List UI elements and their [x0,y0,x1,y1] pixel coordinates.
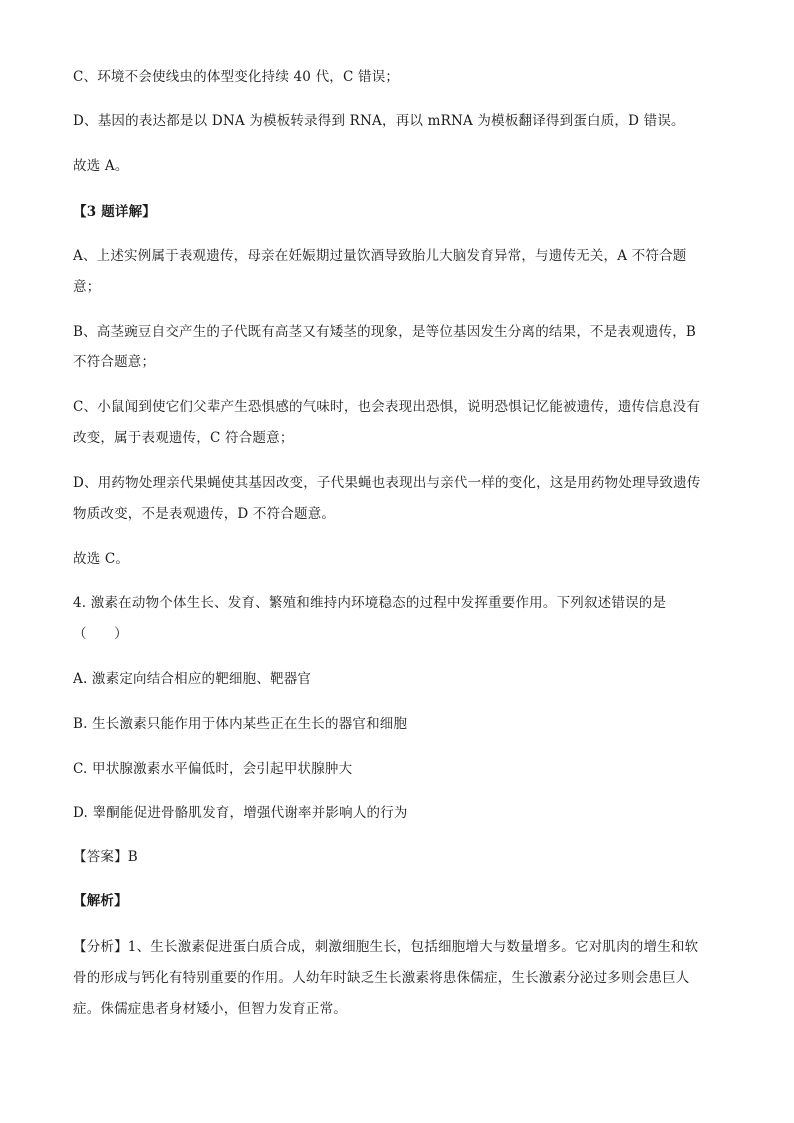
text-line: 骨的形成与钙化有特别重要的作用。人幼年时缺乏生长激素将患侏儒症，生长激素分泌过多则会患巨人 [73,970,690,986]
answer-line: 【答案】B [73,849,138,865]
text-line: 改变，属于表观遗传，C 符合题意； [73,430,294,446]
text-line: A、上述实例属于表观遗传，母亲在妊娠期过量饮酒导致胎儿大脑发育异常，与遗传无关，A 不符合题 [73,248,687,264]
section-heading: 【3 题详解】 [73,204,156,220]
text-line: 不符合题意； [73,354,156,370]
text-line: 症。侏儒症患者身材矮小，但智力发育正常。 [73,1001,347,1017]
text-line: D、基因的表达都是以 DNA 为模板转录得到 RNA，再以 mRNA 为模板翻译得到蛋白质，D 错误。 [73,113,685,129]
option-c: C. 甲状腺激素水平偏低时，会引起甲状腺肿大 [73,761,353,777]
text-line: 故选 A。 [73,158,129,174]
text-line: 【分析】1、生长激素促进蛋白质合成，刺激细胞生长，包括细胞增大与数量增多。它对肌肉的增生和软 [73,939,699,955]
option-d: D. 睾酮能促进骨骼肌发育，增强代谢率并影响人的行为 [73,805,408,821]
text-line: 意； [73,279,101,295]
option-a: A. 激素定向结合相应的靶细胞、靶器官 [73,671,312,687]
text-line: 物质改变，不是表观遗传，D 不符合题意。 [73,506,336,522]
text-line: B、高茎豌豆自交产生的子代既有高茎又有矮茎的现象，是等位基因发生分离的结果，不是表观遗传，B [73,324,697,340]
question-stem: （ ） [73,626,128,642]
analysis-heading: 【解析】 [73,893,128,909]
text-line: C、环境不会使线虫的体型变化持续 40 代，C 错误； [73,69,400,85]
text-line: D、用药物处理亲代果蝇使其基因改变，子代果蝇也表现出与亲代一样的变化，这是用药物处理导致遗传 [73,475,701,491]
text-line: C、小鼠闻到使它们父辈产生恐惧感的气味时，也会表现出恐惧，说明恐惧记忆能被遗传，遗传信息没有 [73,399,701,415]
option-b: B. 生长激素只能作用于体内某些正在生长的器官和细胞 [73,716,408,732]
text-line: 故选 C。 [73,551,130,567]
question-stem: 4. 激素在动物个体生长、发育、繁殖和维持内环境稳态的过程中发挥重要作用。下列叙述错误的是 [73,595,667,611]
